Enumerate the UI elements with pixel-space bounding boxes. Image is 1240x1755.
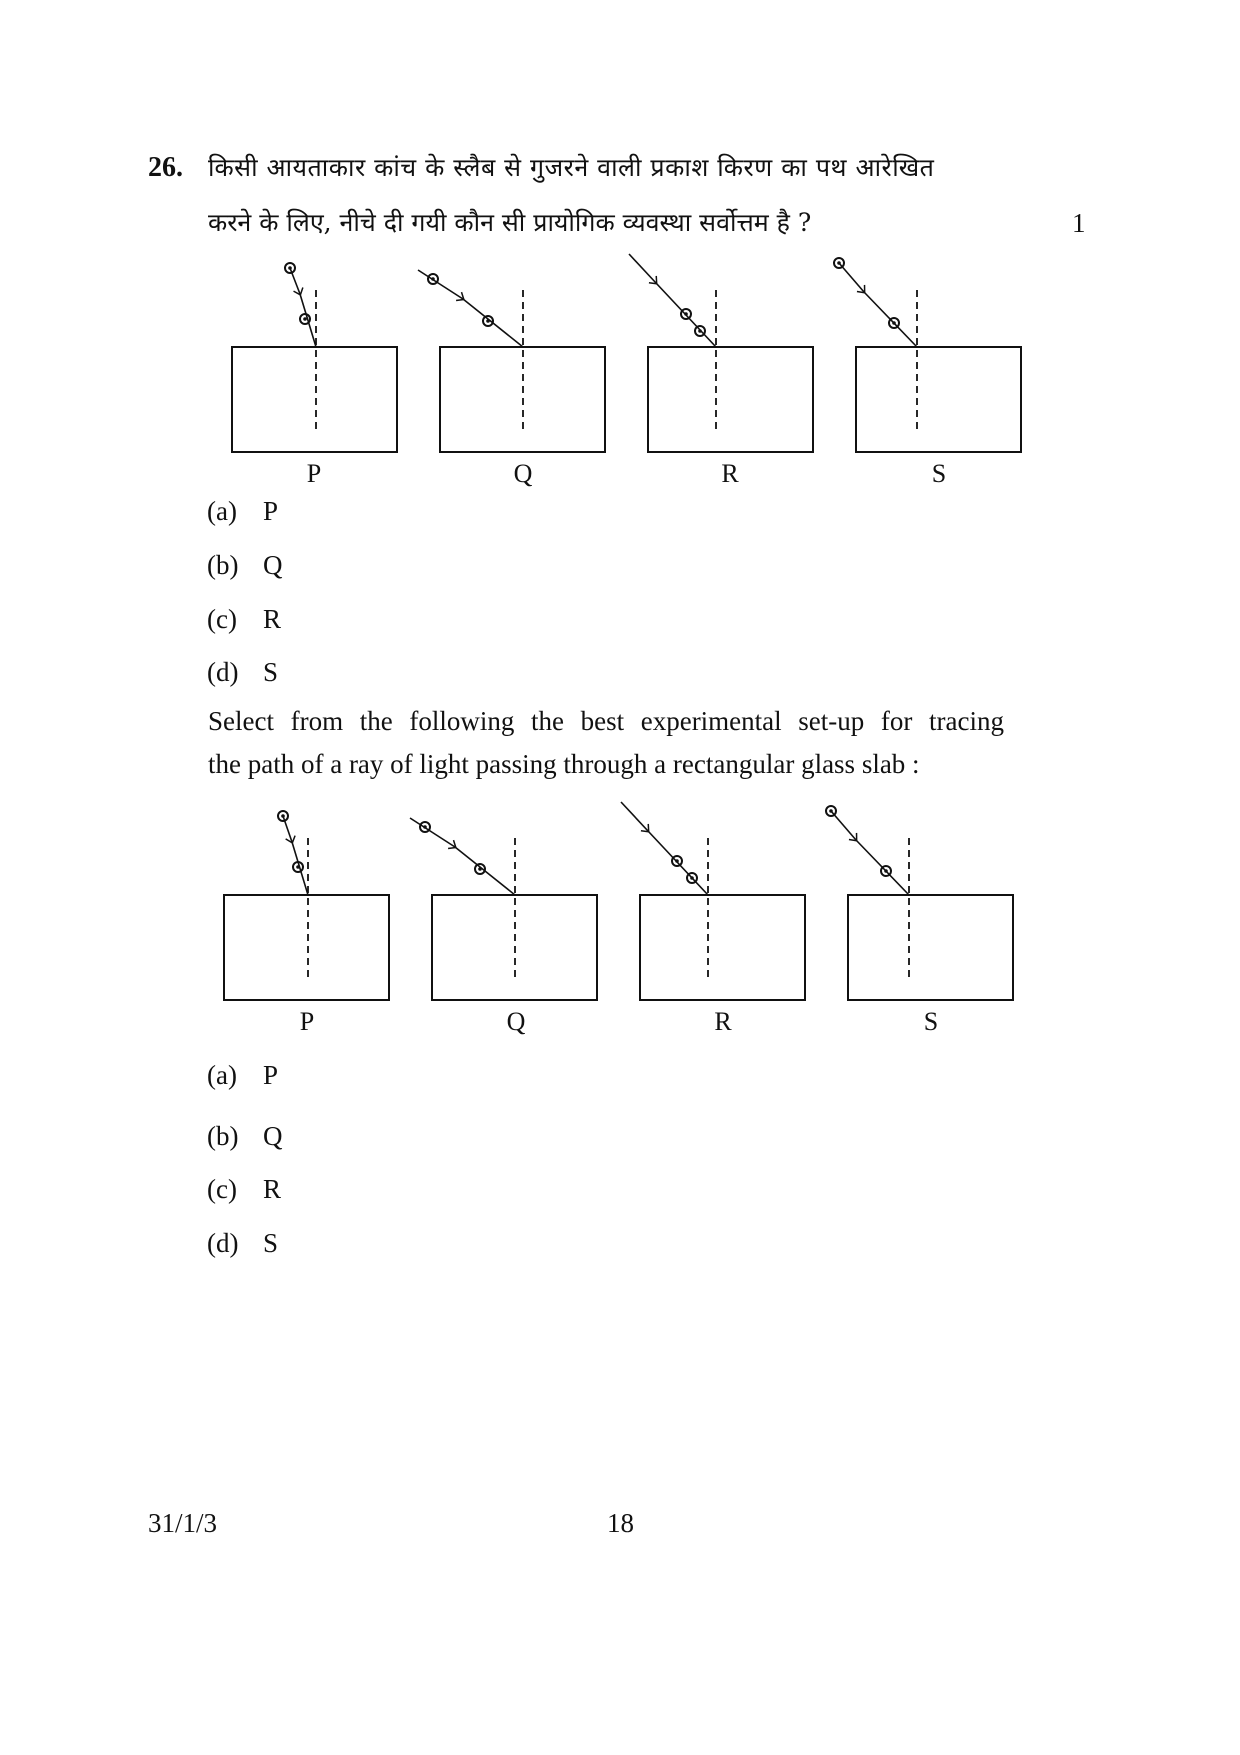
figure-label: Q: [506, 1007, 526, 1036]
option-text: P: [263, 1060, 279, 1090]
figure-english-Q: [410, 818, 597, 1036]
glass-slab: [224, 895, 389, 1000]
pin-marker: [281, 814, 285, 818]
question-text-hindi-line1: किसी आयताकार कांच के स्लैब से गुजरने वाली प्रकाश किरण का पथ आरेखित: [208, 153, 935, 182]
question-text-hindi-line2: करने के लिए, नीचे दी गयी कौन सी प्रायोगिक व्यवस्था सर्वोत्तम है ?: [208, 208, 812, 237]
option-letter: (b): [207, 1121, 239, 1151]
figure-label: S: [931, 459, 947, 488]
pin-marker: [288, 266, 292, 270]
pin-marker: [303, 317, 307, 321]
figure-english-R: [621, 802, 805, 1036]
option-d-english: [207, 1228, 278, 1259]
option-text: P: [263, 496, 279, 526]
pin-marker: [675, 859, 679, 863]
incident-ray: [621, 802, 648, 831]
option-letter: (d): [207, 657, 239, 687]
incident-ray: [300, 294, 316, 347]
page-number: 18: [607, 1508, 634, 1538]
pin-marker: [478, 867, 482, 871]
glass-slab: [232, 347, 397, 452]
incident-ray: [410, 818, 455, 847]
pin-marker: [423, 825, 427, 829]
pin-marker: [684, 312, 688, 316]
option-text: Q: [263, 1121, 283, 1151]
option-a-english: [207, 1060, 278, 1091]
figure-hindi-S: [834, 258, 1021, 488]
incident-ray: [292, 842, 308, 895]
question-text-english-line1: Select from the following the best experimental set-up for tracing: [208, 706, 1004, 736]
figure-english-P: [224, 811, 389, 1036]
question-text-english-line2: the path of a ray of light passing through a rectangular glass slab :: [208, 749, 920, 779]
option-c-hindi: [207, 604, 281, 635]
pin-marker: [829, 809, 833, 813]
option-c-english: [207, 1174, 281, 1205]
paper-code: 31/1/3: [148, 1508, 218, 1538]
pin-marker: [698, 329, 702, 333]
figure-label: P: [306, 459, 322, 488]
option-text: S: [263, 657, 279, 687]
glass-slab: [640, 895, 805, 1000]
option-letter: (b): [207, 550, 239, 580]
glass-slab: [848, 895, 1013, 1000]
option-text: Q: [263, 550, 283, 580]
figure-label: S: [923, 1007, 939, 1036]
option-letter: (c): [207, 1174, 237, 1204]
pin-marker: [884, 869, 888, 873]
figure-label: R: [714, 1007, 732, 1036]
option-text: S: [263, 1228, 279, 1258]
option-b-hindi: [207, 550, 283, 581]
glass-slab: [856, 347, 1021, 452]
option-b-english: [207, 1121, 283, 1152]
pin-marker: [690, 876, 694, 880]
figure-label: R: [721, 459, 739, 488]
question-text-english: [208, 700, 1004, 786]
incident-ray: [629, 254, 656, 283]
pin-marker: [486, 319, 490, 323]
pin-marker: [837, 261, 841, 265]
option-d-hindi: [207, 657, 278, 688]
figure-hindi-P: [232, 263, 397, 488]
option-letter: (d): [207, 1228, 239, 1258]
incident-ray: [418, 270, 463, 299]
option-text: R: [263, 1174, 282, 1204]
pin-marker: [892, 321, 896, 325]
figure-english-S: [826, 806, 1013, 1036]
option-letter: (a): [207, 496, 237, 526]
pin-marker: [431, 277, 435, 281]
option-a-hindi: [207, 496, 278, 527]
pin-marker: [296, 865, 300, 869]
option-letter: (c): [207, 604, 237, 634]
option-text: R: [263, 604, 282, 634]
question-marks: 1: [1072, 208, 1086, 238]
figure-hindi-R: [629, 254, 813, 488]
figure-label: P: [299, 1007, 315, 1036]
question-number: 26.: [148, 152, 183, 183]
figure-hindi-Q: [418, 270, 605, 488]
figure-label: Q: [513, 459, 533, 488]
option-letter: (a): [207, 1060, 237, 1090]
incident-ray: [648, 831, 708, 895]
glass-slab: [648, 347, 813, 452]
